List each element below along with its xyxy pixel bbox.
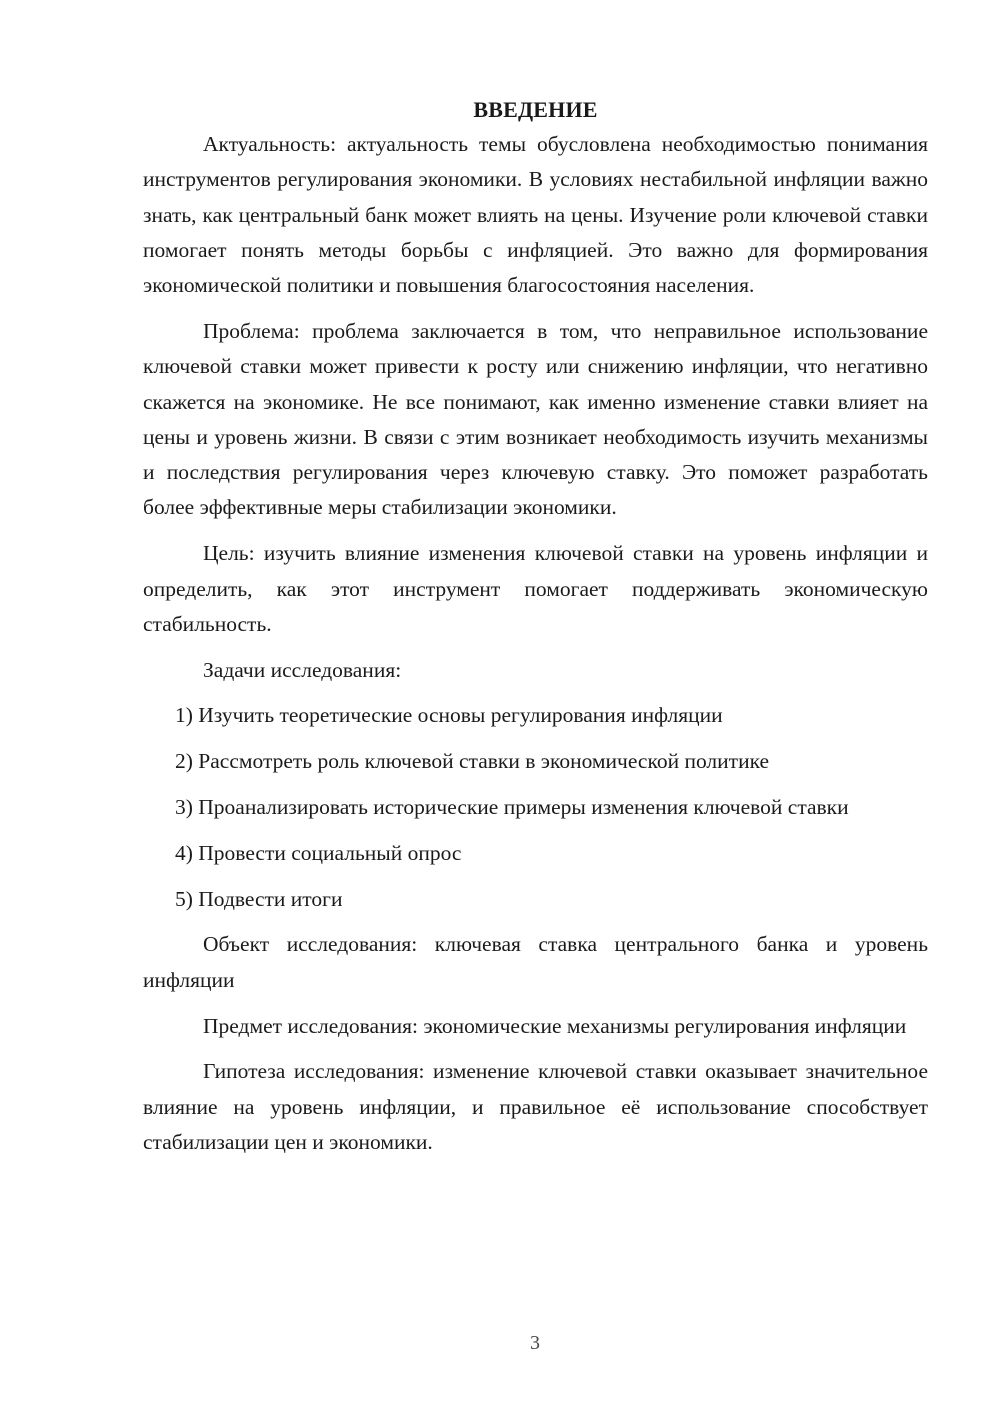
tasks-heading: Задачи исследования: [203, 657, 402, 682]
paragraph-gap [143, 780, 928, 791]
paragraph-gap [143, 1044, 928, 1055]
page-number: 3 [530, 1332, 540, 1354]
task-item-4: 4) Провести социальный опрос [175, 840, 462, 865]
subject-paragraph: Предмет исследования: экономические механизмы регулирования инфляции [203, 1013, 907, 1038]
task-item-2: 2) Рассмотреть роль ключевой ставки в экономической политике [175, 749, 770, 774]
paragraph-gap [143, 734, 928, 745]
task-item-3: 3) Проанализировать исторические примеры изменения ключевой ставки [175, 795, 849, 820]
paragraph-gap [143, 526, 928, 537]
paragraph-gap [143, 825, 928, 836]
paragraph-gap [143, 871, 928, 882]
task-item-1: 1) Изучить теоретические основы регулирования инфляции [175, 703, 723, 728]
task-item-5: 5) Подвести итоги [175, 886, 343, 911]
paragraph-gap [143, 917, 928, 928]
document-page [143, 92, 928, 1160]
relevance-paragraph: Актуальность: актуальность темы обусловлена необходимостью понимания инструментов регулирования экономики. В условиях нестабильной инфляции важно знать, как центральный банк может влиять на цены. Изучение роли ключевой ставки помогает понять методы борьбы с инфляцией. Это важно для формирования экономической политики и повышения благосостояния населения. [143, 132, 928, 298]
paragraph-gap [143, 303, 928, 314]
page-title: ВВЕДЕНИЕ [473, 97, 598, 122]
goal-paragraph: Цель: изучить влияние изменения ключевой ставки на уровень инфляции и определить, как этот инструмент помогает поддерживать экономическую стабильность. [143, 541, 928, 636]
paragraph-gap [143, 688, 928, 699]
object-paragraph: Объект исследования: ключевая ставка центрального банка и уровень инфляции [143, 932, 928, 992]
problem-paragraph: Проблема: проблема заключается в том, что неправильное использование ключевой ставки может привести к росту или снижению инфляции, что негативно скажется на экономике. Не все понимают, как именно изменение ставки влияет на цены и уровень жизни. В связи с этим возникает необходимость изучить механизмы и последствия регулирования через ключевую ставку. Это поможет разработать более эффективные меры стабилизации экономики. [143, 318, 928, 520]
paragraph-gap [143, 998, 928, 1009]
paragraph-gap [143, 642, 928, 653]
hypothesis-paragraph: Гипотеза исследования: изменение ключевой ставки оказывает значительное влияние на уровень инфляции, и правильное её использование способствует стабилизации цен и экономики. [143, 1059, 928, 1154]
